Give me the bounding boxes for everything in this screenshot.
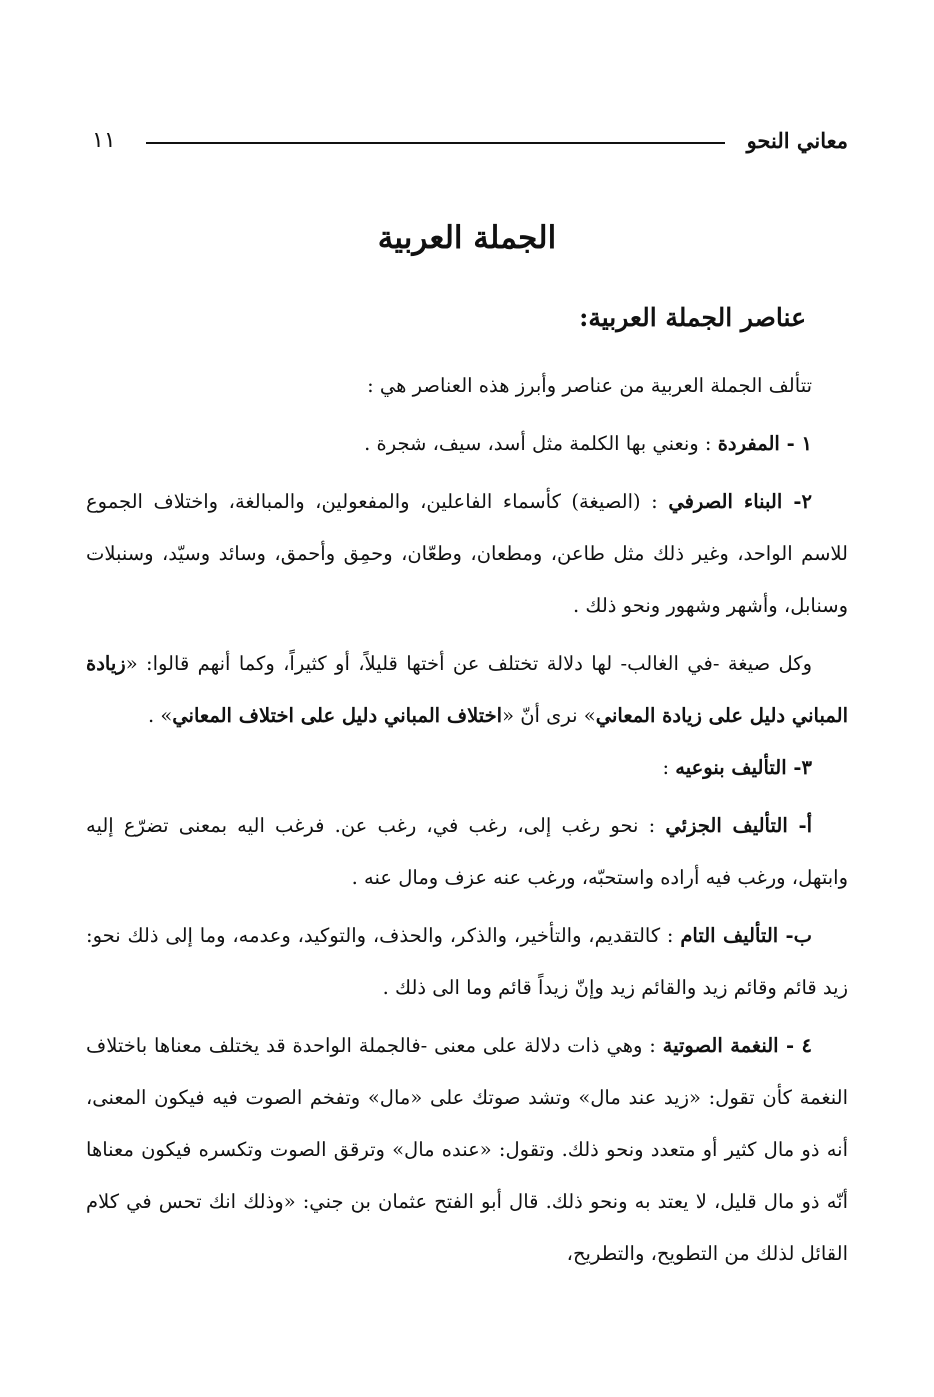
item-2-paragraph <box>86 476 848 632</box>
item-2-text: : (الصيغة) كأسماء الفاعلين، والمفعولين، والمبالغة، واختلاف الجموع للاسم الواحد، وغير ذلك مثل طاعن، ومطعان، وطعّان، وحمِق وأحمق، وسائد وسيّد، وسنبلات وسنابل، وأشهر وشهور ونحو ذلك . <box>86 490 848 617</box>
sigha-text-c: » . <box>147 704 173 727</box>
item-3b-label: ب- التأليف التام <box>680 924 813 947</box>
intro-paragraph: تتألف الجملة العربية من عناصر وأبرز هذه العناصر هي : <box>367 374 812 397</box>
item-3-label: ٣- التأليف بنوعيه <box>675 756 812 779</box>
item-3b-text: : كالتقديم، والتأخير، والذكر، والحذف، والتوكيد، وعدمه، وما إلى ذلك نحو: زيد قائم وقائم زيد والقائم زيد وإنّ زيداً قائم وما الى ذلك . <box>86 924 848 999</box>
item-4-paragraph <box>86 1020 848 1280</box>
sigha-text-b: » نرى أنّ « <box>502 704 596 727</box>
chapter-title: الجملة العربية <box>377 220 557 256</box>
item-2-label: ٢- البناء الصرفي <box>668 490 813 513</box>
running-title: معاني النحو <box>746 127 848 153</box>
section-heading: عناصر الجملة العربية: <box>579 303 806 332</box>
item-1-label: ١ - المفردة <box>717 432 812 455</box>
item-3a-paragraph <box>86 800 848 904</box>
item-3a-label: أ- التأليف الجزئي <box>665 814 813 837</box>
body-text <box>86 360 848 1280</box>
item-4-label: ٤ - النغمة الصوتية <box>662 1034 813 1057</box>
item-3a-text: : نحو رغب إلى، رغب في، رغب عن. فرغب اليه بمعنى تضرّع إليه وابتهل، ورغب فيه أراده واستحبّه، ورغب عنه عزف ومال عنه . <box>86 814 848 889</box>
item-4-text: : وهي ذات دلالة على معنى -فالجملة الواحدة قد يختلف معناها باختلاف النغمة كأن تقول: «زيد عند مال» وتشد صوتك على «مال» وتفخم الصوت فيه فيكون المعنى، أنه ذو مال كثير أو متعدد ونحو ذلك. وتقول: «عنده مال» وترقق الصوت وتكسره فيكون معناها أنّه ذو مال قليل، لا يعتد به ونحو ذلك. قال أبو الفتح عثمان بن جني: «وذلك انك تحس في كلام القائل لذلك من التطويح، والتطريح، <box>86 1034 848 1265</box>
sigha-bold-b: اختلاف المباني دليل على اختلاف المعاني <box>172 704 503 727</box>
item-3-paragraph <box>86 742 848 794</box>
sigha-text-a: وكل صيغة -في الغالب- لها دلالة تختلف عن أختها قليلاً، أو كثيراً، وكما أنهم قالوا: « <box>125 652 812 675</box>
item-1-paragraph <box>86 418 848 470</box>
sigha-bold-a: زيادة المباني دليل على زيادة المعاني <box>86 652 848 727</box>
page-number: ١١ <box>92 127 116 153</box>
item-3b-paragraph <box>86 910 848 1014</box>
item-3-text: : <box>662 756 670 779</box>
item-1-text: : ونعني بها الكلمة مثل أسد، سيف، شجرة . <box>364 432 712 455</box>
header-rule <box>146 142 725 144</box>
sigha-paragraph <box>86 638 848 742</box>
running-header <box>92 118 848 162</box>
